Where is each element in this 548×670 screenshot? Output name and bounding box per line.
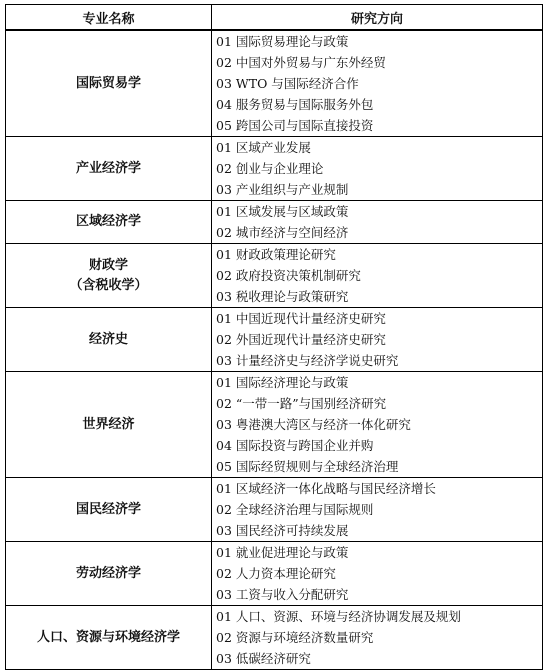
table-row bbox=[6, 478, 543, 542]
research-direction-item: 03 产业组织与产业规制 bbox=[216, 182, 349, 197]
direction-cell bbox=[212, 308, 543, 372]
research-direction-item: 03 低碳经济研究 bbox=[216, 651, 311, 666]
major-name: 经济史 bbox=[88, 331, 128, 347]
research-direction-item: 02 创业与企业理论 bbox=[216, 161, 324, 176]
research-direction-item: 03 WTO 与国际经济合作 bbox=[216, 76, 359, 91]
major-name-cell bbox=[6, 30, 212, 137]
major-name: 产业经济学 bbox=[75, 160, 141, 176]
research-direction-item: 05 国际经贸规则与全球经济治理 bbox=[216, 459, 399, 474]
research-direction-item: 05 跨国公司与国际直接投资 bbox=[216, 118, 374, 133]
research-direction-item: 03 计量经济史与经济学说史研究 bbox=[216, 353, 399, 368]
direction-cell bbox=[212, 201, 543, 244]
research-direction-item: 02 中国对外贸易与广东外经贸 bbox=[216, 55, 386, 70]
major-name: 世界经济 bbox=[82, 416, 135, 432]
table-row bbox=[6, 606, 543, 670]
research-direction-item: 02 全球经济治理与国际规则 bbox=[216, 502, 374, 517]
table-row bbox=[6, 201, 543, 244]
direction-cell bbox=[212, 30, 543, 137]
direction-cell bbox=[212, 137, 543, 201]
major-name: 财政学 bbox=[88, 257, 128, 273]
major-name: 国民经济学 bbox=[75, 501, 141, 517]
direction-cell bbox=[212, 372, 543, 478]
header-direction: 研究方向 bbox=[212, 5, 543, 31]
header-major: 专业名称 bbox=[6, 5, 212, 31]
major-name-cell bbox=[6, 542, 212, 606]
research-direction-item: 02 政府投资决策机制研究 bbox=[216, 268, 361, 283]
research-direction-item: 02 外国近现代计量经济史研究 bbox=[216, 332, 386, 347]
research-direction-item: 03 税收理论与政策研究 bbox=[216, 289, 349, 304]
research-direction-item: 01 区域发展与区域政策 bbox=[216, 204, 349, 219]
research-direction-item: 01 人口、资源、环境与经济协调发展及规划 bbox=[216, 609, 461, 624]
major-name-cell bbox=[6, 201, 212, 244]
research-direction-item: 03 粤港澳大湾区与经济一体化研究 bbox=[216, 417, 411, 432]
major-name: 劳动经济学 bbox=[75, 565, 141, 581]
research-direction-item: 04 服务贸易与国际服务外包 bbox=[216, 97, 374, 112]
research-direction-item: 01 中国近现代计量经济史研究 bbox=[216, 311, 386, 326]
table-row bbox=[6, 308, 543, 372]
table-header-row bbox=[6, 5, 543, 31]
major-name-cell bbox=[6, 308, 212, 372]
research-direction-item: 04 国际投资与跨国企业并购 bbox=[216, 438, 374, 453]
direction-cell bbox=[212, 478, 543, 542]
direction-cell bbox=[212, 244, 543, 308]
research-direction-item: 03 国民经济可持续发展 bbox=[216, 523, 349, 538]
major-name-cell bbox=[6, 137, 212, 201]
research-direction-item: 02 城市经济与空间经济 bbox=[216, 225, 349, 240]
major-name-cell bbox=[6, 606, 212, 670]
major-name-cell bbox=[6, 478, 212, 542]
major-name-cell bbox=[6, 244, 212, 308]
table-row bbox=[6, 244, 543, 308]
research-direction-item: 02 “一带一路”与国别经济研究 bbox=[216, 396, 387, 411]
research-direction-item: 01 财政政策理论研究 bbox=[216, 247, 336, 262]
table-body bbox=[6, 30, 543, 670]
table-row bbox=[6, 30, 543, 137]
research-direction-item: 01 国际经济理论与政策 bbox=[216, 375, 349, 390]
major-name-cell bbox=[6, 372, 212, 478]
major-name: 人口、资源与环境经济学 bbox=[36, 629, 180, 645]
major-name: 国际贸易学 bbox=[75, 75, 141, 91]
research-direction-item: 01 区域经济一体化战略与国民经济增长 bbox=[216, 481, 436, 496]
research-direction-item: 01 区域产业发展 bbox=[216, 140, 311, 155]
direction-cell bbox=[212, 542, 543, 606]
research-direction-item: 02 人力资本理论研究 bbox=[216, 566, 336, 581]
table-row bbox=[6, 542, 543, 606]
major-name: （含税收学） bbox=[69, 277, 148, 293]
table-row bbox=[6, 137, 543, 201]
research-direction-item: 01 国际贸易理论与政策 bbox=[216, 34, 349, 49]
major-name: 区域经济学 bbox=[75, 214, 141, 229]
research-direction-item: 02 资源与环境经济数量研究 bbox=[216, 630, 374, 645]
table-row bbox=[6, 372, 543, 478]
research-directions-table bbox=[5, 4, 543, 670]
direction-cell bbox=[212, 606, 543, 670]
research-direction-item: 03 工资与收入分配研究 bbox=[216, 587, 349, 602]
research-direction-item: 01 就业促进理论与政策 bbox=[216, 545, 349, 560]
